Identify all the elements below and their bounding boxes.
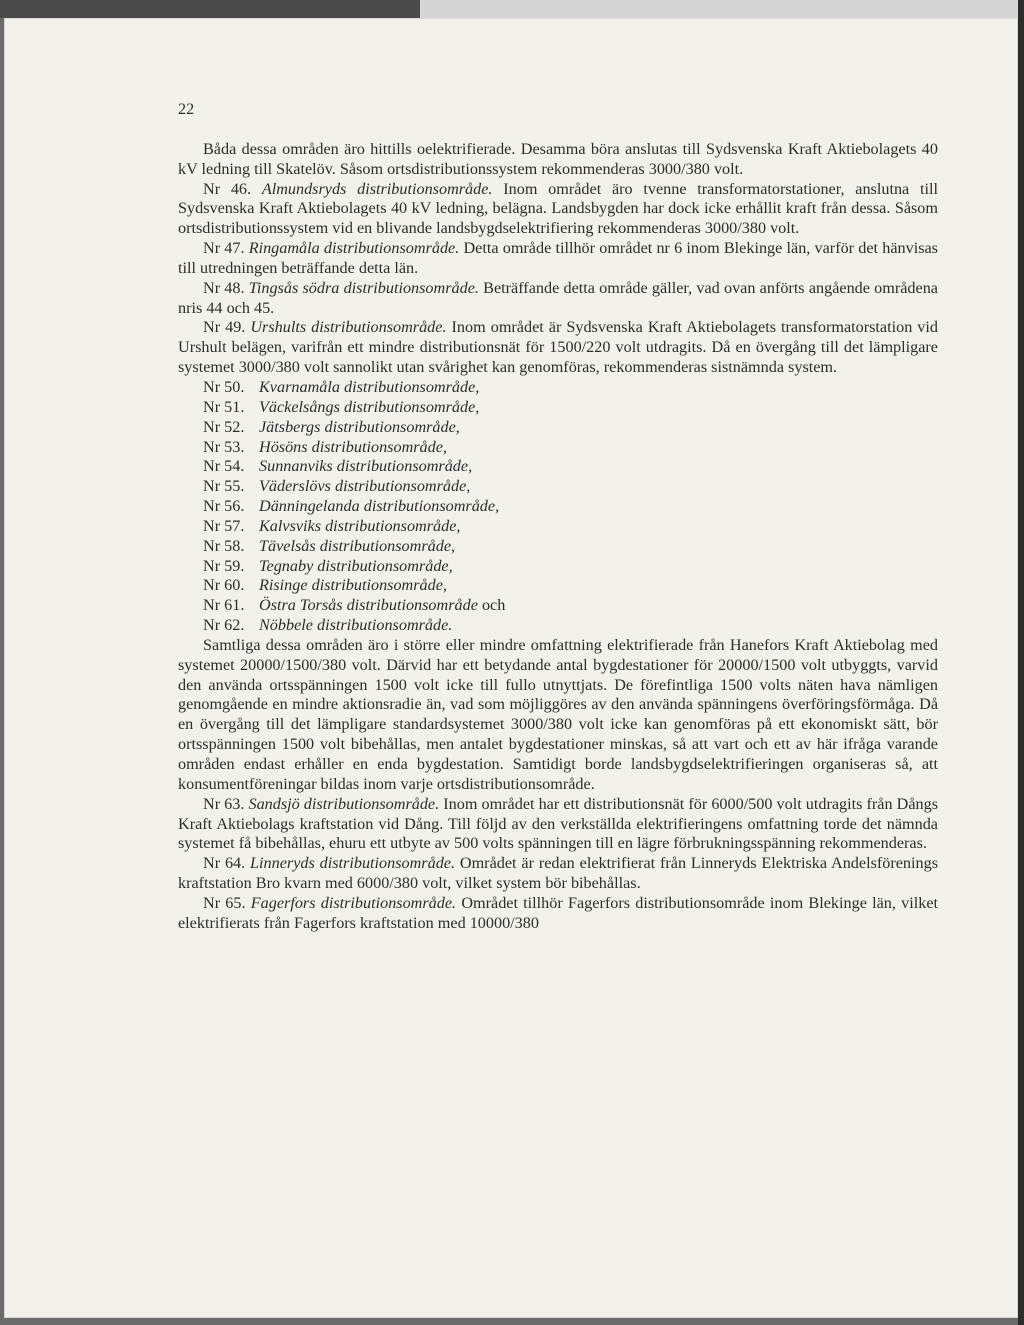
list-item	[178, 557, 938, 577]
item-number: Nr 52.	[203, 417, 245, 436]
text-run: Nr 49.	[203, 318, 251, 337]
list-item	[178, 477, 938, 497]
area-name: Urshults distributionsområde.	[250, 318, 447, 337]
text-run: Nr 63.	[203, 794, 249, 813]
area-name: Risinge distributionsområde,	[259, 576, 447, 595]
list-item	[178, 418, 938, 438]
page-number: 22	[178, 100, 195, 118]
list-item	[178, 576, 938, 596]
area-name: Almundsryds distributionsområde.	[261, 179, 493, 198]
item-number: Nr 51.	[203, 397, 245, 416]
text-run: Området är redan elektrifierat från Linneryds Elektriska Andelsförenings kraftstation Bro kvarn med 6000/380 volt, vilket system bör bibehållas.	[178, 854, 939, 893]
item-number: Nr 54.	[203, 457, 245, 476]
area-name: Tävelsås distributionsområde,	[259, 536, 456, 555]
item-number: Nr 61.	[203, 596, 245, 615]
item-number: Nr 62.	[203, 616, 245, 635]
area-name: Kvarnamåla distributionsområde,	[259, 377, 480, 396]
area-name: Kalvsviks distributionsområde,	[259, 516, 461, 535]
page-text	[178, 100, 938, 934]
item-number: Nr 53.	[203, 437, 245, 456]
area-name: Jätsbergs distributionsområde,	[259, 417, 460, 436]
item-number: Nr 60.	[203, 576, 245, 595]
item-number: Nr 56.	[203, 497, 245, 516]
paragraph	[178, 140, 938, 180]
list-item	[178, 517, 938, 537]
list-item	[178, 438, 938, 458]
scan-right-edge	[1018, 0, 1024, 1325]
text-run: Båda dessa områden äro hittills oelektrifierade. Desamma böra anslutas till Sydsvenska Kraft Aktiebolagets 40 kV ledning till Skatelöv. Såsom ortsdistributionssystem rekommenderas 3000/380 volt.	[178, 139, 938, 178]
list-item	[178, 457, 938, 477]
list-item	[178, 537, 938, 557]
scan-top-edge-light	[420, 0, 1020, 18]
paragraph	[178, 239, 938, 279]
item-tail: och	[477, 596, 506, 615]
area-name: Dänningelanda distributionsområde,	[259, 497, 500, 516]
area-name: Väckelsångs distributionsområde,	[259, 397, 480, 416]
paragraph	[178, 795, 938, 855]
area-name: Östra Torsås distributionsområde	[259, 596, 478, 615]
text-run: Nr 48.	[203, 278, 249, 297]
area-name: Tingsås södra distributionsområde.	[248, 278, 479, 297]
item-number: Nr 58.	[203, 536, 245, 555]
list-item	[178, 497, 938, 517]
area-name: Hösöns distributionsområde,	[259, 437, 447, 456]
area-name: Fagerfors distributionsområde.	[250, 893, 457, 912]
paragraph	[178, 180, 938, 240]
text-run: Nr 46.	[203, 179, 262, 198]
area-name: Väderslövs distributionsområde,	[259, 477, 471, 496]
item-number: Nr 57.	[203, 516, 245, 535]
list-item	[178, 616, 938, 636]
area-name: Sunnanviks distributionsområde,	[259, 457, 473, 476]
item-number: Nr 50.	[203, 377, 245, 396]
list-item	[178, 378, 938, 398]
list-item	[178, 596, 938, 616]
area-name: Ringamåla distributionsområde.	[248, 239, 460, 258]
paragraph	[178, 894, 938, 934]
paragraph	[178, 854, 938, 894]
area-name: Linneryds distributionsområde.	[250, 854, 456, 873]
item-number: Nr 55.	[203, 477, 245, 496]
text-run: Samtliga dessa områden äro i större eller mindre omfattning elektrifierade från Hanefors Kraft Aktiebolag med systemet 20000/1500/380 volt. Därvid har ett betydande antal bygdestationer för 20000/1500 volt utbyggts, varvid den använda ortsspänningen 1500 volt icke till fullo utnyttjats. De förefintliga 1500 volts näten hava nämligen genomgående en mindre aktionsradie än, vad som möjliggöres av den använda spänningens överföringsförmåga. Då en övergång till det lämpligare standardsystemet 3000/380 volt icke kan genomföras på ett ekonomiskt sätt, bör ortsspänningen 1500 volt bibehållas, men antalet bygdestationer minskas, så att vart och ett av här ifråga varande områden endast erhåller en enda bygdestation. Samtidigt borde landsbygdselektrifieringen organiseras så, att konsumentföreningar bildas inom varje ortsdistributionsområde.	[178, 635, 938, 793]
area-name: Sandsjö distributionsområde.	[248, 794, 440, 813]
area-name: Nöbbele distributionsområde.	[259, 616, 453, 635]
text-run: Inom området äro tvenne transformatorstationer, anslutna till Sydsvenska Kraft Aktiebolagets 40 kV ledning, belägna. Landsbygden har dock icke erhållit kraft från dessa. Såsom ortsdistributionssystem vid en blivande landsbygdselektrifiering rekommenderas 3000/380 volt.	[178, 179, 938, 238]
text-blocks	[178, 140, 938, 934]
paragraph	[178, 318, 938, 378]
text-run: Detta område tillhör området nr 6 inom Blekinge län, varför det hänvisas till utredningen beträffande detta län.	[178, 239, 938, 277]
text-run: Nr 65.	[203, 893, 251, 912]
text-run: Inom området har ett distributionsnät för 6000/500 volt utdragits från Dångs Kraft Aktiebolags kraftstation vid Dång. Till följd av den verkställda elektrifieringens omfattning torde det nämnda systemet få bibehållas, ehuru ett utbyte av 500 volts spänningen till en lägre förbrukningsspänning rekommenderas.	[178, 794, 939, 853]
text-run: Inom området är Sydsvenska Kraft Aktiebolagets transformatorstation vid Urshult belägen, varifrån ett mindre distributionsnät för 1500/220 volt utdragits. Då en övergång till det lämpligare systemet 3000/380 volt sannolikt utan svårighet kan genomföras, rekommenderas sistnämnda system.	[178, 318, 938, 377]
text-run: Beträffande detta område gäller, vad ovan anförts angående områdena nris 44 och 45.	[178, 278, 938, 317]
text-run: Nr 47.	[203, 239, 249, 258]
area-name: Tegnaby distributionsområde,	[259, 556, 453, 575]
paragraph	[178, 279, 938, 319]
text-run: Nr 64.	[203, 854, 251, 873]
text-run: Området tillhör Fagerfors distributionsområde inom Blekinge län, vilket elektrifierats från Fagerfors kraftstation med 10000/380	[178, 893, 939, 932]
list-item	[178, 398, 938, 418]
paragraph	[178, 636, 938, 795]
item-number: Nr 59.	[203, 556, 245, 575]
